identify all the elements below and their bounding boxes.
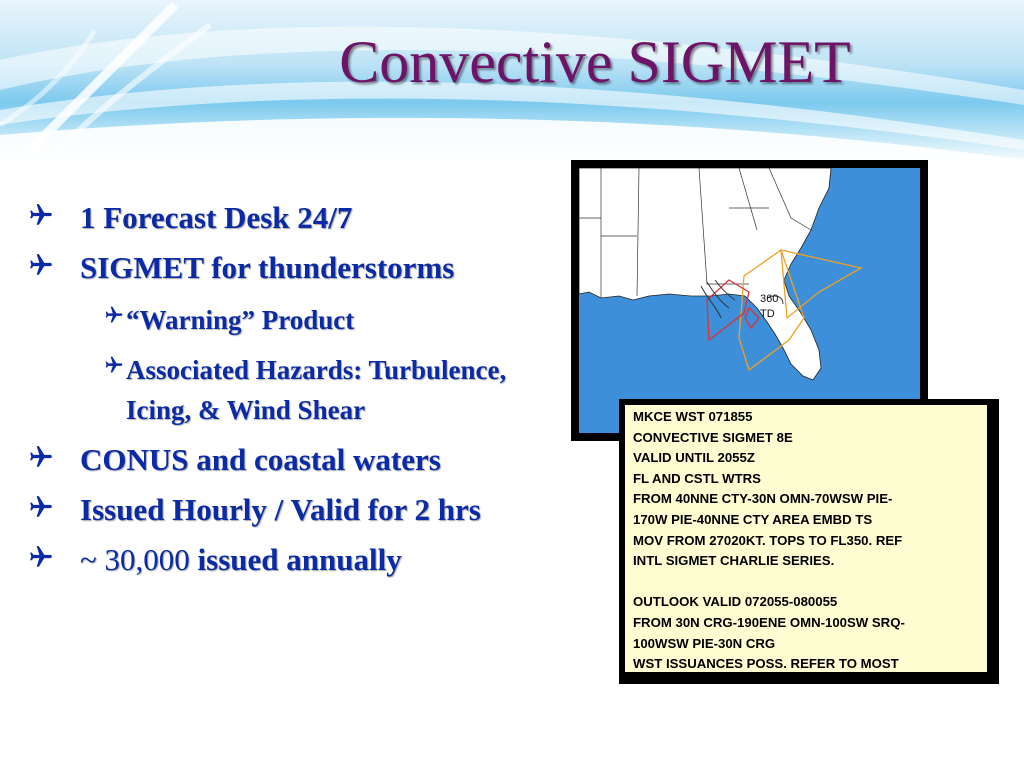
sub-bullet-item (104, 350, 588, 430)
slide-title: Convective SIGMET (339, 29, 851, 95)
southeast-us-map (579, 168, 920, 433)
bullet-text: issued annually (189, 542, 402, 577)
sigmet-line: VALID UNTIL 2055Z (633, 450, 755, 466)
sigmet-text-panel (624, 404, 988, 673)
sigmet-line (633, 572, 987, 593)
sigmet-line: FL AND CSTL WTRS (633, 470, 761, 486)
sigmet-line: FROM 30N CRG-190ENE OMN-100SW SRQ- (633, 614, 905, 630)
sigmet-line: 170W PIE-40NNE CTY AREA EMBD TS (633, 511, 873, 527)
airplane-icon (28, 542, 80, 572)
bullet-item (28, 492, 588, 528)
map-canvas (579, 168, 920, 433)
airplane-icon (28, 442, 80, 472)
sigmet-line: MOV FROM 27020KT. TOPS TO FL350. REF (633, 532, 903, 548)
sigmet-line: CONVECTIVE SIGMET 8E (633, 429, 793, 445)
sigmet-line: FROM 40NNE CTY-30N OMN-70WSW PIE- (633, 491, 893, 507)
map-label-360: 360 (760, 293, 779, 305)
bullet-text: Issued Hourly / Valid for 2 hrs (80, 492, 481, 527)
sigmet-text-box (619, 399, 999, 684)
bullet-item (28, 542, 588, 578)
bullet-text: 1 Forecast Desk 24/7 (80, 200, 353, 235)
bullet-item (28, 250, 588, 286)
sigmet-line: WST ISSUANCES POSS. REFER TO MOST (633, 656, 899, 672)
sub-bullet-text: “Warning” Product (126, 305, 355, 335)
airplane-icon (104, 300, 126, 330)
airplane-icon (28, 200, 80, 230)
bullet-item (28, 442, 588, 478)
bullet-item (28, 200, 588, 236)
sub-bullet-text: Associated Hazards: Turbulence, Icing, & Wind Shear (126, 355, 507, 425)
bullet-text: SIGMET for thunderstorms (80, 250, 455, 285)
map-label-td: TD (760, 308, 775, 320)
sigmet-line: 100WSW PIE-30N CRG (633, 635, 776, 651)
airplane-icon (28, 492, 80, 522)
airplane-icon (28, 250, 80, 280)
bullet-text: CONUS and coastal waters (80, 442, 441, 477)
bullet-prefix: ~ 30,000 (80, 542, 190, 577)
sub-bullet-item (104, 300, 588, 340)
bullet-list (28, 200, 588, 592)
sigmet-line: MKCE WST 071855 (633, 409, 753, 424)
sigmet-line: OUTLOOK VALID 072055-080055 (633, 594, 838, 610)
sigmet-line: INTL SIGMET CHARLIE SERIES. (633, 553, 835, 569)
airplane-icon (104, 350, 126, 380)
